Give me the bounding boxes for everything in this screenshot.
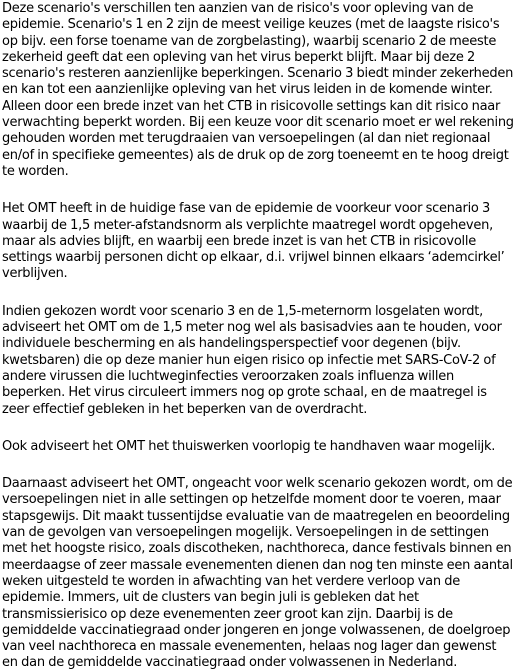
paragraph-omt-preference: Het OMT heeft in de huidige fase van de epidemie de voorkeur voor scenario 3 waarbij de 1,5 meter-afstandsnorm als verplichte maatregel wordt opgeheven, maar als advies blijft, en waarbij een brede inzet is van het CTB in risicovolle settings waarbij personen dicht op elkaar, d.i. vrijwel binnen elkaars ‘ademcirkel’ verblijven. <box>2 201 505 282</box>
paragraph-distance-advice: Indien gekozen wordt voor scenario 3 en de 1,5-meternorm losgelaten wordt, adviseert het OMT om de 1,5 meter nog wel als basisadvies aan te houden, voor individuele bescherming en als handelingsperspectief voor degenen (bijv. kwetsbaren) die op deze manier hun eigen risico op infectie met SARS-CoV-2 of andere virussen die luchtweginfecties veroorzaken zoals influenza willen beperken. Het virus circuleert immers nog op grote schaal, en de maatregel is zeer effectief gebleken in het beperken van de overdracht. <box>2 303 502 417</box>
paragraph-remote-work: Ook adviseert het OMT het thuiswerken voorlopig te handhaven waar mogelijk. <box>2 438 496 454</box>
paragraph-scenarios: Deze scenario's verschillen ten aanzien van de risico's voor opleving van de epidemie. Scenario's 1 en 2 zijn de meest veilige keuzes (met de laagste risico's op bijv. een forse toename van de zorgbelasting), waarbij scenario 2 de meeste zekerheid geeft dat een opleving van het virus beperkt blijft. Maar bij deze 2 scenario's resteren aanzienlijke beperkingen. Scenario 3 biedt minder zekerheden en kan tot een aanzienlijke opleving van het virus leiden in de komende winter. Alleen door een brede inzet van het CTB in risicovolle settings kan dit risico naar verwachting beperkt worden. Bij een keuze voor dit scenario moet er wel rekening gehouden worden met terugdraaien van versoepelingen (al dan niet regionaal en/of in specifieke gemeentes) als de druk op de zorg toeneemt en te hoog dreigt te worden. <box>2 1 514 179</box>
paragraph-stepwise-relaxation: Daarnaast adviseert het OMT, ongeacht voor welk scenario gekozen wordt, om de versoepelingen niet in alle settingen op hetzelfde moment door te voeren, maar stapsgewijs. Dit maakt tussentijdse evaluatie van de maatregelen en beoordeling van de gevolgen van versoepelingen mogelijk. Versoepelingen in de settingen met het hoogste risico, zoals discotheken, nachthoreca, dance festivals binnen en meerdaagse of zeer massale evenementen dienen dan nog ten minste een aantal weken uitgesteld te worden in afwachting van het verdere verloop van de epidemie. Immers, uit de clusters van begin juli is gebleken dat het transmissierisico op deze evenementen zeer groot kan zijn. Daarbij is de gemiddelde vaccinatiegraad onder jongeren en jonge volwassenen, de doelgroep van veel nachthoreca en massale evenementen, helaas nog lager dan gewenst en dan de gemiddelde vaccinatiegraad onder volwassenen in Nederland. <box>2 476 513 671</box>
